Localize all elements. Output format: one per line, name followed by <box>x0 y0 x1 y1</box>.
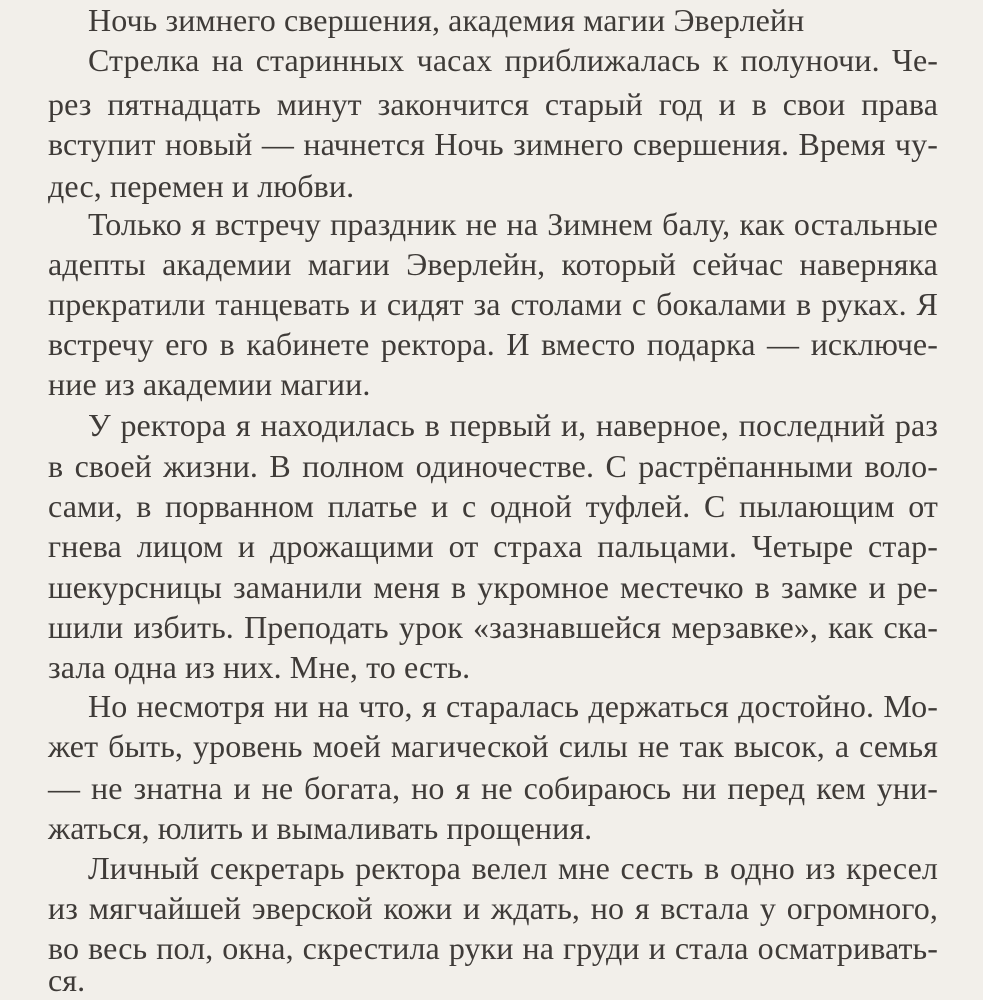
text-line: зала одна из них. Мне, то есть. <box>48 649 471 685</box>
chapter-heading: Ночь зимнего свершения, академия магии Эверлейн <box>88 2 805 38</box>
text-line: из мягчайшей эверской кожи и ждать, но я встала у огромного, <box>48 890 938 926</box>
text-line: Личный секретарь ректора велел мне сесть в одно из кресел <box>88 850 938 886</box>
text-line: адепты академии магии Эверлейн, который сейчас наверняка <box>48 246 938 282</box>
text-line: шили избить. Преподать урок «зазнавшейся мерзавке», как ска- <box>48 609 938 645</box>
text-line: жет быть, уровень моей магической силы не так высок, а семья <box>48 728 938 764</box>
text-line: в своей жизни. В полном одиночестве. С растрёпанными воло- <box>48 448 938 484</box>
text-line: Стрелка на старинных часах приближалась к полуночи. Че- <box>88 42 938 78</box>
text-line: ние из академии магии. <box>48 366 371 402</box>
text-line: — не знатна и не богата, но я не собираюсь ни перед кем уни- <box>48 770 938 806</box>
page-text <box>48 0 938 1000</box>
text-line: Только я встречу праздник не на Зимнем балу, как остальные <box>88 206 938 242</box>
text-line: прекратили танцевать и сидят за столами с бокалами в руках. Я <box>48 286 938 322</box>
text-line: шекурсницы заманили меня в укромное местечко в замке и ре- <box>48 569 938 605</box>
text-line: рез пятнадцать минут закончится старый год и в свои права <box>48 86 938 122</box>
text-line: ся. <box>48 962 86 998</box>
text-line: дес, перемен и любви. <box>48 168 355 204</box>
text-line: сами, в порванном платье и с одной туфлей. С пылающим от <box>48 488 938 524</box>
text-line: вступит новый — начнется Ночь зимнего свершения. Время чу- <box>48 126 938 162</box>
text-line: во весь пол, окна, скрестила руки на груди и стала осматривать- <box>48 930 938 966</box>
text-line: гнева лицом и дрожащими от страха пальцами. Четыре стар- <box>48 528 938 564</box>
text-line: жаться, юлить и вымаливать прощения. <box>48 810 593 846</box>
text-line: Но несмотря ни на что, я старалась держаться достойно. Мо- <box>88 688 938 724</box>
text-line: встречу его в кабинете ректора. И вместо подарка — исключе- <box>48 326 938 362</box>
text-line: У ректора я находилась в первый и, наверное, последний раз <box>88 407 938 443</box>
